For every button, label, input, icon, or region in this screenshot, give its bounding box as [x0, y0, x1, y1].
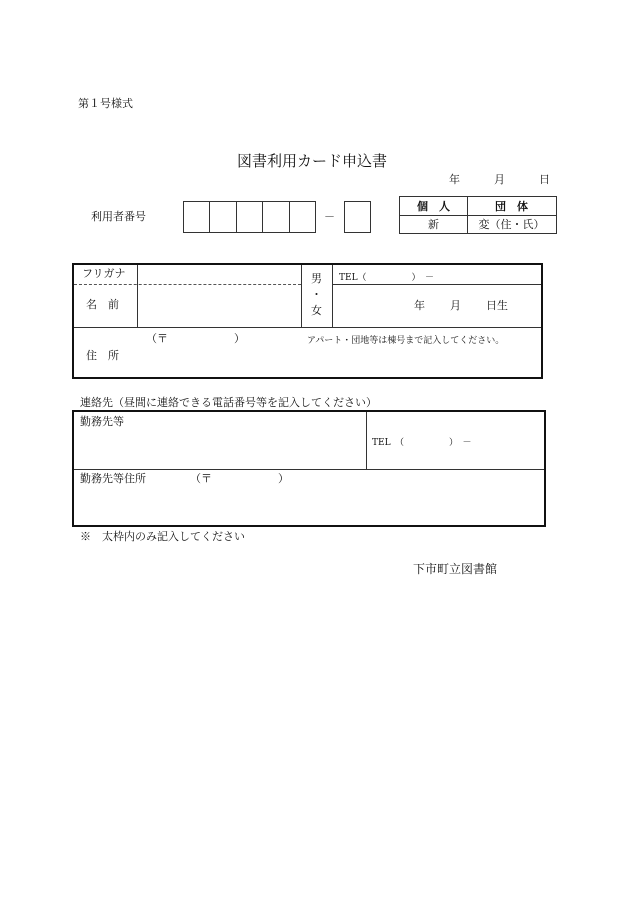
workplace-tel-label[interactable]: TEL （ ） － — [372, 438, 472, 448]
date-year-label: 年 — [449, 173, 460, 186]
digit-divider — [289, 201, 290, 233]
birth-year-label: 年 — [414, 299, 425, 312]
furigana-label: フリガナ — [82, 267, 126, 280]
name-input[interactable] — [137, 286, 301, 326]
workplace-postal[interactable]: （〒 ） — [190, 472, 289, 485]
workplace-address-label: 勤務先等住所 — [80, 472, 146, 485]
address-input[interactable] — [140, 346, 540, 376]
contact-column-divider — [366, 412, 367, 469]
user-number-label: 利用者番号 — [91, 210, 146, 223]
type-change[interactable]: 変（住・氏） — [478, 217, 545, 231]
user-number-check-digit[interactable] — [344, 201, 371, 233]
address-row-divider — [74, 327, 541, 328]
tel-divider — [332, 284, 541, 285]
user-number-dash: － — [324, 210, 335, 223]
gender-right-divider — [332, 265, 333, 327]
digit-divider — [262, 201, 263, 233]
applicant-postal[interactable]: （〒 ） — [146, 332, 245, 345]
gender-female[interactable]: 女 — [311, 304, 322, 317]
library-name: 下市町立図書館 — [413, 562, 498, 576]
name-label: 名 前 — [86, 298, 119, 311]
digit-divider — [236, 201, 237, 233]
address-label: 住 所 — [86, 349, 119, 362]
form-number: 第１号様式 — [78, 97, 133, 110]
digit-divider — [209, 201, 210, 233]
gender-left-divider — [301, 265, 302, 327]
date-day-label: 日 — [539, 173, 550, 186]
applicant-tel-label[interactable]: TEL（ ） － — [339, 273, 435, 283]
user-number-digits[interactable] — [183, 201, 316, 233]
birth-month-label: 月 — [450, 299, 461, 312]
workplace-input[interactable] — [76, 430, 364, 467]
workplace-label: 勤務先等 — [80, 415, 124, 428]
furigana-dashed-line — [74, 284, 301, 285]
address-note: アパート・団地等は棟号まで記入してください。 — [307, 336, 505, 346]
contact-heading: 連絡先（昼間に連絡できる電話番号等を記入してください） — [80, 396, 377, 409]
gender-male[interactable]: 男 — [311, 272, 322, 285]
form-title: 図書利用カード申込書 — [237, 152, 388, 170]
type-group[interactable]: 団 体 — [495, 199, 528, 213]
type-new[interactable]: 新 — [428, 217, 439, 231]
gender-separator: ・ — [311, 288, 322, 301]
footer-note: ※ 太枠内のみ記入してください — [80, 530, 245, 543]
birth-day-label: 日生 — [486, 299, 508, 312]
furigana-input[interactable] — [137, 266, 301, 284]
type-table — [399, 196, 557, 234]
date-month-label: 月 — [494, 173, 505, 186]
contact-row-divider — [74, 469, 544, 470]
type-individual[interactable]: 個 人 — [417, 199, 450, 213]
workplace-address-input[interactable] — [76, 488, 542, 524]
